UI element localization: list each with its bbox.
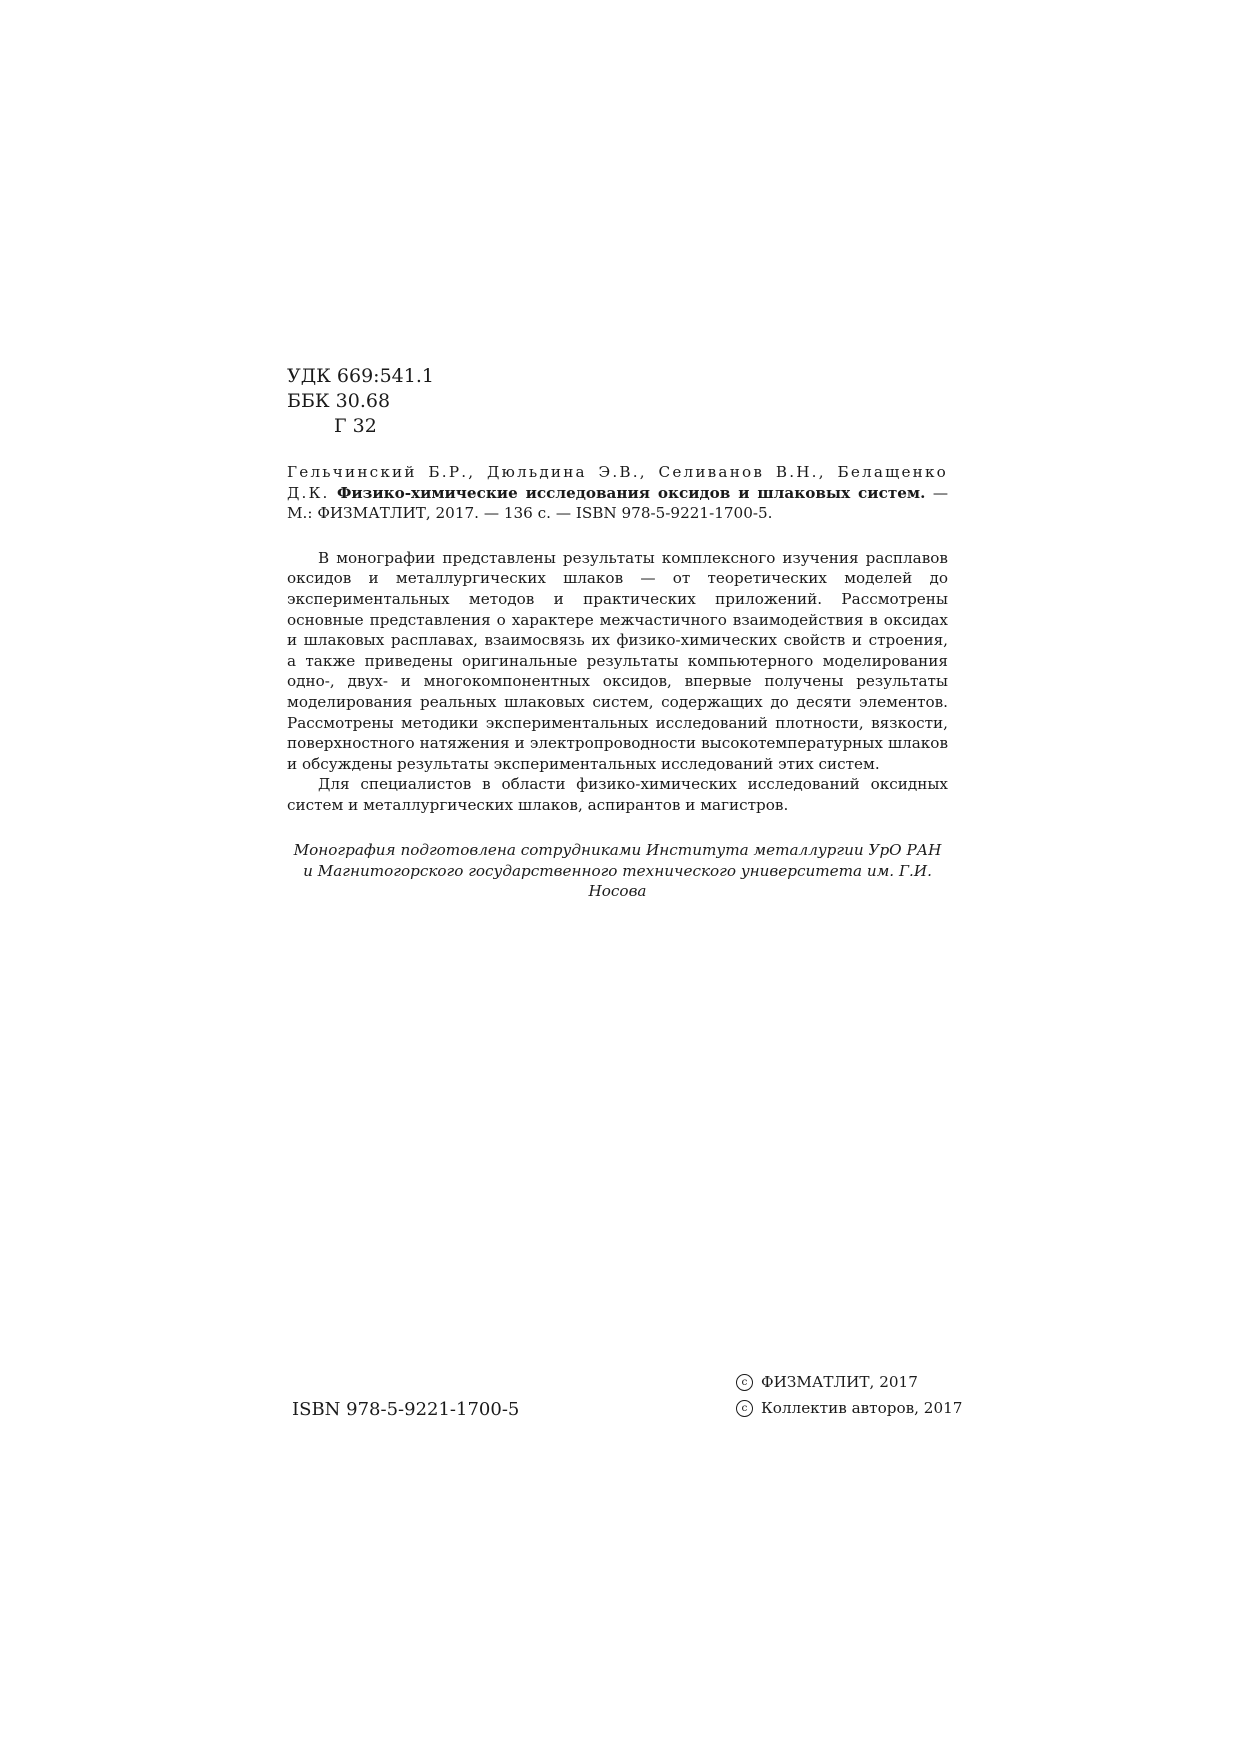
copyright-block bbox=[736, 1369, 962, 1421]
bib-title: Физико-химические исследования оксидов и шлаковых систем. bbox=[337, 483, 926, 502]
bibliographic-reference bbox=[287, 462, 948, 524]
copyright-line-authors bbox=[736, 1395, 962, 1421]
bib-imprint: — М.: ФИЗМАТЛИТ, 2017. — 136 с. — ISBN 978-5-9221-1700-5. bbox=[287, 483, 948, 523]
library-classification bbox=[287, 364, 434, 439]
copyright-icon: c bbox=[736, 1374, 753, 1391]
preparation-note: Монография подготовлена сотрудниками Института металлургии УрО РАН и Магнитогорского государственного технического университета им. Г.И. Носова bbox=[293, 841, 942, 901]
copyright-line-publisher bbox=[736, 1369, 962, 1395]
author-mark: Г 32 bbox=[334, 415, 377, 437]
bbk-code: ББК 30.68 bbox=[287, 390, 391, 412]
copyright-authors: Коллектив авторов, 2017 bbox=[761, 1399, 963, 1417]
isbn-footer: ISBN 978-5-9221-1700-5 bbox=[292, 1399, 520, 1420]
annotation-paragraph-1: В монографии представлены результаты комплексного изучения расплавов оксидов и металлургических шлаков — от теоретических моделей до экспериментальных методов и практических приложений. Рассмотрены основные представления о характере межчастичного взаимодействия в оксидах и шлаковых расплавах, взаимосвязь их физико-химических свойств и строения, а также приведены оригинальные результаты компьютерного моделирования одно-, двух- и многокомпонентных оксидов, впервые получены результаты моделирования реальных шлаковых систем, содержащих до десяти элементов. Рассмотрены методики экспериментальных исследований плотности, вязкости, поверхностного натяжения и электропроводности высокотемпературных шлаков и обсуждены результаты экспериментальных исследований этих систем. bbox=[287, 548, 948, 773]
annotation-paragraph-2: Для специалистов в области физико-химических исследований оксидных систем и металлургических шлаков, аспирантов и магистров. bbox=[287, 775, 948, 814]
copyright-icon: c bbox=[736, 1400, 753, 1417]
udk-code: УДК 669:541.1 bbox=[287, 365, 434, 387]
bib-authors: Гельчинский Б.Р., Дюльдина Э.В., Селиванов В.Н., Белащенко Д.К. bbox=[287, 463, 948, 502]
copyright-publisher: ФИЗМАТЛИТ, 2017 bbox=[761, 1373, 918, 1391]
bibliographic-block bbox=[287, 462, 948, 816]
